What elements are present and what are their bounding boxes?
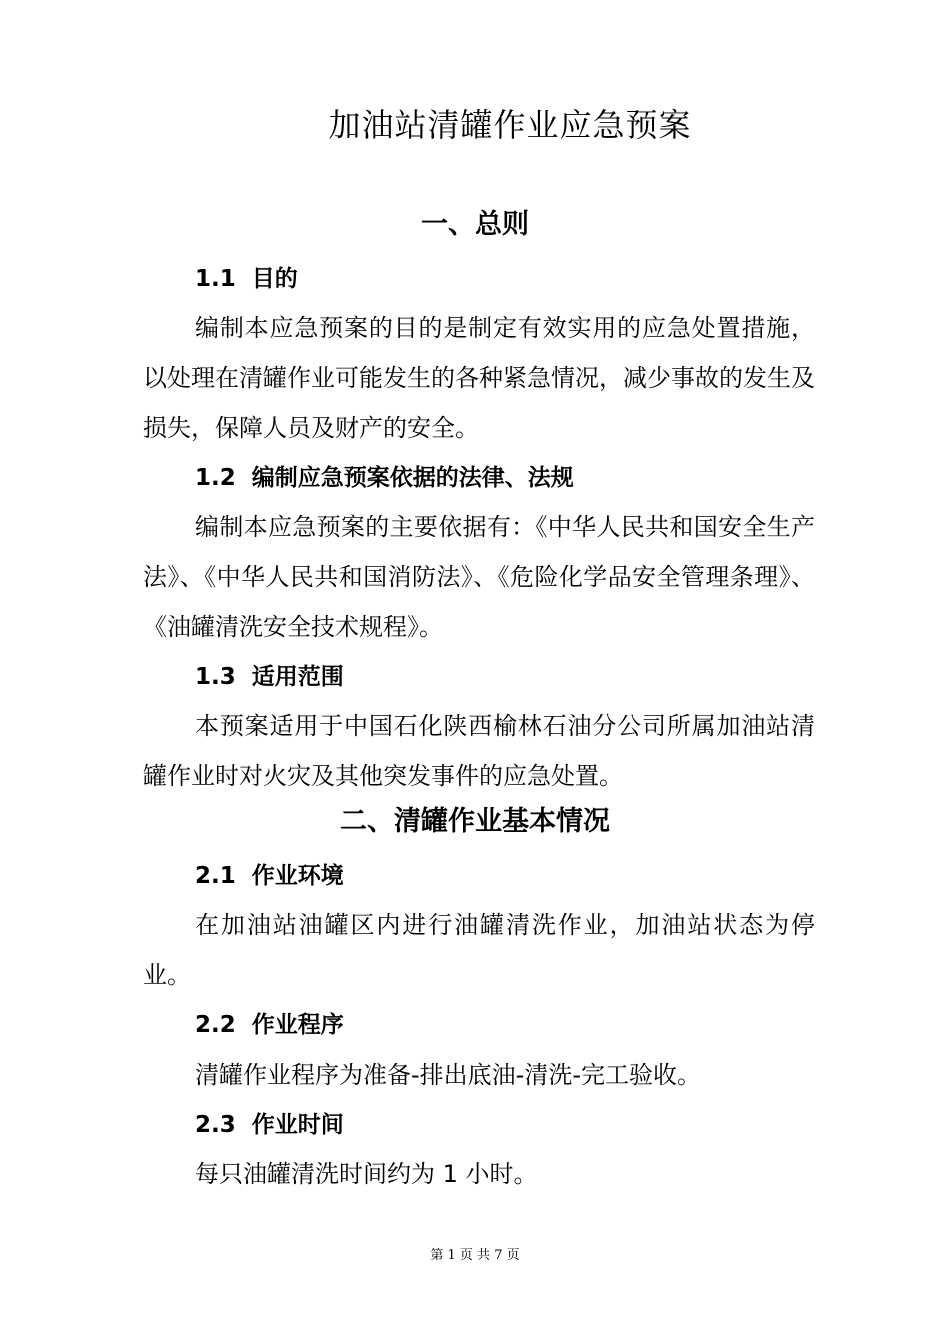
subsection-heading-scope: 1.3 适用范围 (195, 664, 344, 690)
paragraph-legal-basis: 编制本应急预案的主要依据有：《中华人民共和国安全生产法》、《中华人民共和国消防法》、《危险化学品安全管理条理》、《油罐清洗安全技术规程》。 (143, 513, 815, 641)
subsection-heading-duration: 2.3 作业时间 (195, 1112, 344, 1138)
paragraph-duration: 每只油罐清洗时间约为 1 小时。 (195, 1160, 538, 1188)
paragraph-procedure: 清罐作业程序为准备-排出底油-清洗-完工验收。 (195, 1061, 701, 1089)
section-heading-general: 一、总则 (421, 209, 529, 240)
subsection-heading-environment: 2.1 作业环境 (195, 863, 344, 889)
subsection-heading-purpose: 1.1 目的 (195, 266, 298, 292)
paragraph-scope: 本预案适用于中国石化陕西榆林石油分公司所属加油站清罐作业时对火灾及其他突发事件的应急处置。 (143, 712, 815, 790)
subsection-heading-procedure: 2.2 作业程序 (195, 1012, 344, 1038)
subsection-heading-legal-basis: 1.2 编制应急预案依据的法律、法规 (195, 465, 574, 491)
paragraph-environment: 在加油站油罐区内进行油罐清洗作业，加油站状态为停业。 (143, 911, 815, 989)
page-number-footer: 第 1 页 共 7 页 (430, 1248, 520, 1263)
section-heading-basic-info: 二、清罐作业基本情况 (340, 806, 610, 837)
paragraph-purpose: 编制本应急预案的目的是制定有效实用的应急处置措施，以处理在清罐作业可能发生的各种紧急情况，减少事故的发生及损失，保障人员及财产的安全。 (143, 314, 815, 442)
document-title: 加油站清罐作业应急预案 (328, 106, 692, 144)
